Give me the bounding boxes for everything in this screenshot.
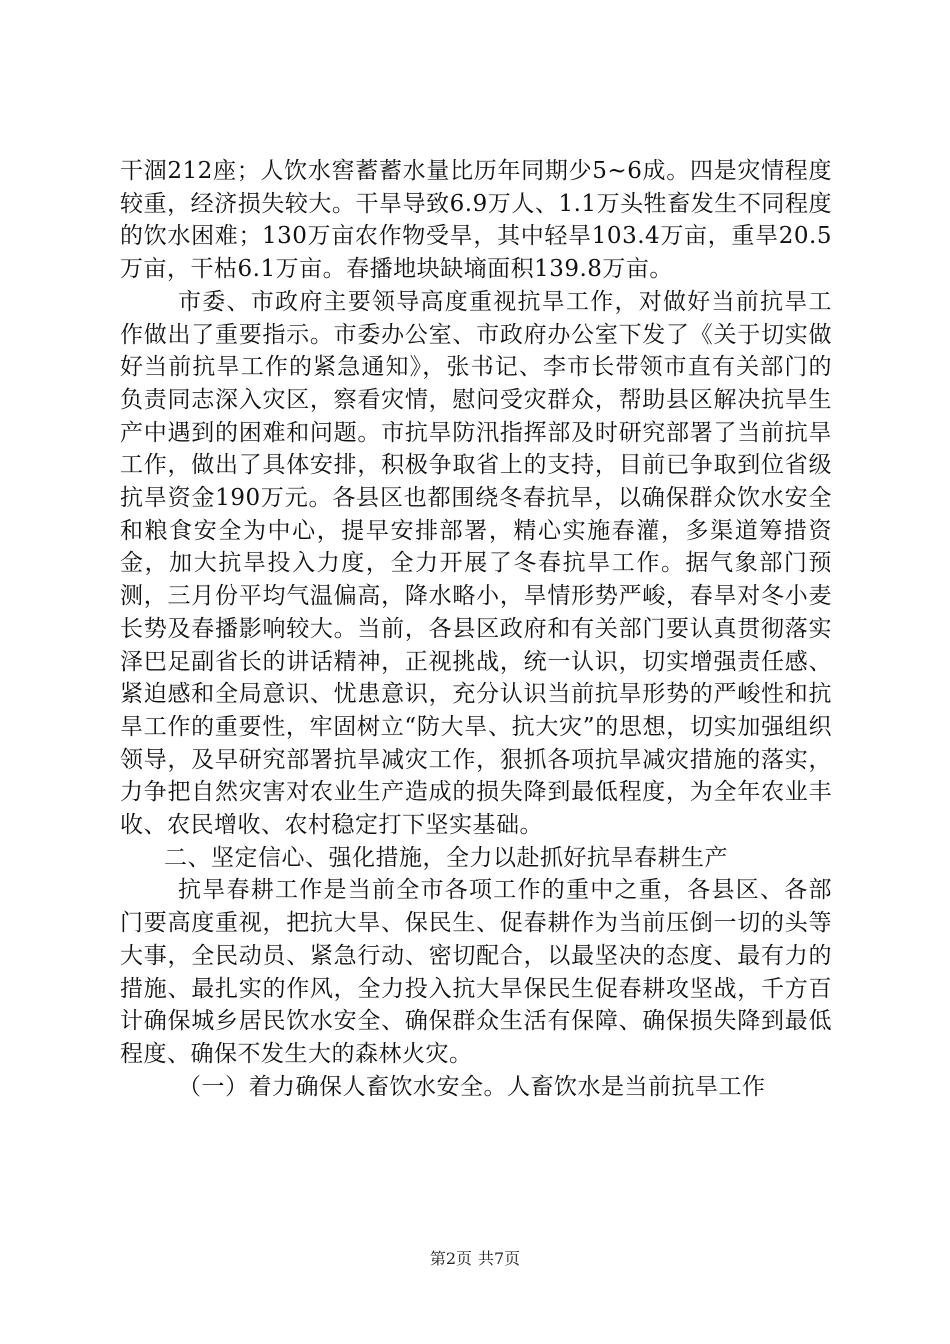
paragraph-continuation: 干涸212座；人饮水窖蓄蓄水量比历年同期少5~6成。四是灾情程度较重，经济损失较大。干旱导致6.9万人、1.1万头牲畜发生不同程度的饮水困难；130万亩农作物受旱，其中轻旱103.4万亩，重旱20.5万亩，干枯6.1万亩。春播地块缺墒面积139.8万亩。 xyxy=(120,158,832,283)
section-heading-two: 二、坚定信心、强化措施，全力以赴抓好抗旱春耕生产 xyxy=(164,844,728,871)
paragraph-drinking-water-safety: （一）着力确保人畜饮水安全。人畜饮水是当前抗旱工作 xyxy=(178,1073,766,1100)
page-footer xyxy=(0,1246,950,1269)
paragraph-leadership-attention: 市委、市政府主要领导高度重视抗旱工作，对做好当前抗旱工作做出了重要指示。市委办公室、市政府办公室下发了《关于切实做好当前抗旱工作的紧急通知》，张书记、李市长带领市直有关部门的负责同志深入灾区，察看灾情，慰问受灾群众，帮助县区解决抗旱生产中遇到的困难和问题。市抗旱防汛指挥部及时研究部署了当前抗旱工作，做出了具体安排，积极争取省上的支持，目前已争取到位省级抗旱资金190万元。各县区也都围绕冬春抗旱，以确保群众饮水安全和粮食安全为中心，提早安排部署，精心实施春灌，多渠道筹措资金，加大抗旱投入力度，全力开展了冬春抗旱工作。据气象部门预测，三月份平均气温偏高，降水略小，旱情形势严峻，春旱对冬小麦长势及春播影响较大。当前，各县区政府和有关部门要认真贯彻落实泽巴足副省长的讲话精神，正视挑战，统一认识，切实增强责任感、紧迫感和全局意识、忧患意识，充分认识当前抗旱形势的严峻性和抗旱工作的重要性，牢固树立“防大旱、抗大灾”的思想，切实加强组织领导，及早研究部署抗旱减灾工作，狠抓各项抗旱减灾措施的落实，力争把自然灾害对农业生产造成的损失降到最低程度，为全年农业丰收、农民增收、农村稳定打下坚实基础。 xyxy=(120,288,832,839)
page-number: 第2页 xyxy=(429,1249,472,1268)
paragraph-spring-plowing: 抗旱春耕工作是当前全市各项工作的重中之重，各县区、各部门要高度重视，把抗大旱、保民生、促春耕作为当前压倒一切的头等大事，全民动员、紧急行动、密切配合，以最坚决的态度、最有力的措施、最扎实的作风，全力投入抗大旱保民生促春耕攻坚战，千方百计确保城乡居民饮水安全、确保群众生活有保障、确保损失降到最低程度、确保不发生大的森林火灾。 xyxy=(120,877,832,1067)
document-body xyxy=(120,155,832,1103)
page-total: 共7页 xyxy=(478,1249,521,1268)
